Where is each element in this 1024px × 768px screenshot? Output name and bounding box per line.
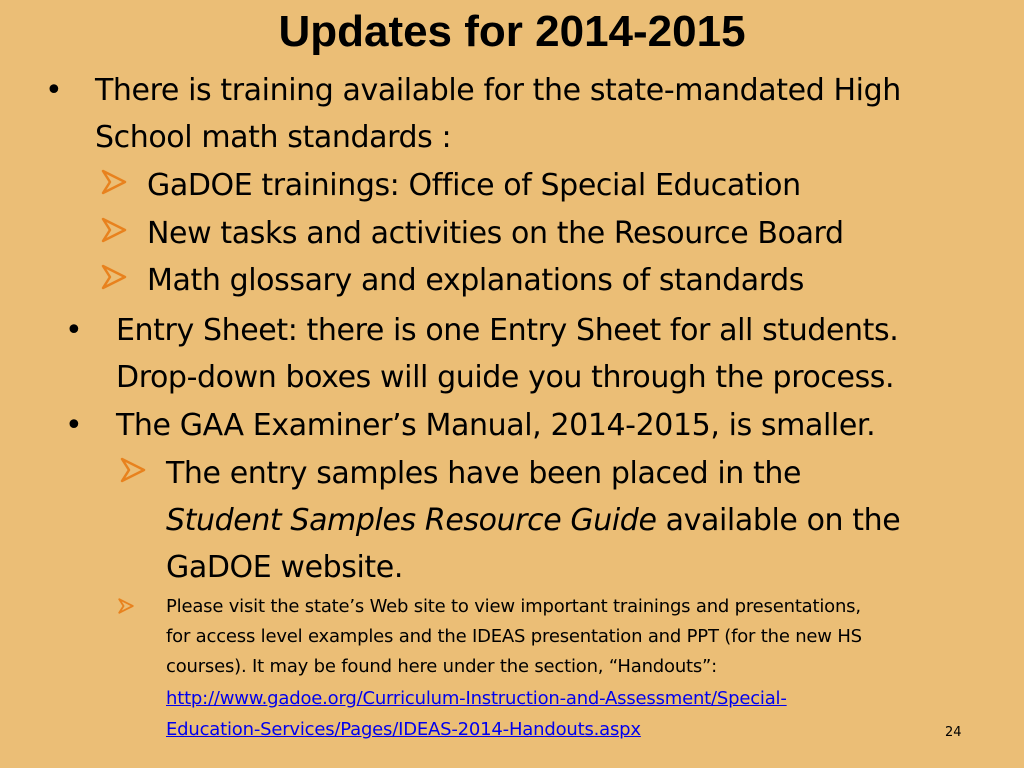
arrow-bullet-icon bbox=[120, 457, 146, 483]
handouts-link[interactable]: Education-Services/Pages/IDEAS-2014-Handouts.aspx bbox=[166, 719, 641, 740]
bullet-icon: • bbox=[65, 408, 83, 443]
bullet3-sub1-line2-rest: available on the bbox=[656, 503, 901, 538]
arrow-bullet-icon bbox=[101, 264, 127, 290]
bullet3-sub1-line1: The entry samples have been placed in the bbox=[166, 456, 802, 491]
arrow-bullet-icon bbox=[101, 169, 127, 195]
bullet-icon: • bbox=[65, 313, 83, 348]
bullet1-subitem: New tasks and activities on the Resource Board bbox=[147, 216, 844, 251]
bullet-icon: • bbox=[45, 73, 63, 108]
handouts-link-line1[interactable] bbox=[166, 683, 787, 714]
handouts-link-line2[interactable] bbox=[166, 714, 641, 745]
bullet3-line1: The GAA Examiner’s Manual, 2014-2015, is smaller. bbox=[116, 408, 876, 443]
bullet3-sub2-line3: courses). It may be found here under the section, “Handouts”: bbox=[166, 656, 718, 677]
handouts-link[interactable]: http://www.gadoe.org/Curriculum-Instruction-and-Assessment/Special- bbox=[166, 688, 787, 709]
slide-title: Updates for 2014-2015 bbox=[278, 7, 746, 56]
arrow-bullet-icon bbox=[101, 217, 127, 243]
resource-guide-title: Student Samples Resource Guide bbox=[166, 503, 657, 538]
bullet1-subitem: Math glossary and explanations of standards bbox=[147, 263, 804, 298]
bullet3-sub1-line3: GaDOE website. bbox=[166, 550, 403, 585]
bullet1-subitem: GaDOE trainings: Office of Special Education bbox=[147, 168, 801, 203]
bullet3-sub1-line2 bbox=[166, 497, 900, 544]
bullet3-sub2-line1: Please visit the state’s Web site to view important trainings and presentations, bbox=[166, 596, 861, 617]
arrow-bullet-icon bbox=[118, 598, 134, 614]
bullet2-line1: Entry Sheet: there is one Entry Sheet for all students. bbox=[116, 313, 899, 348]
bullet3-sub2-line2: for access level examples and the IDEAS presentation and PPT (for the new HS bbox=[166, 626, 862, 647]
page-number: 24 bbox=[945, 725, 962, 740]
bullet1-line2: School math standards : bbox=[95, 120, 452, 155]
bullet1-line1: There is training available for the state-mandated High bbox=[95, 73, 901, 108]
bullet2-line2: Drop-down boxes will guide you through the process. bbox=[116, 360, 895, 395]
